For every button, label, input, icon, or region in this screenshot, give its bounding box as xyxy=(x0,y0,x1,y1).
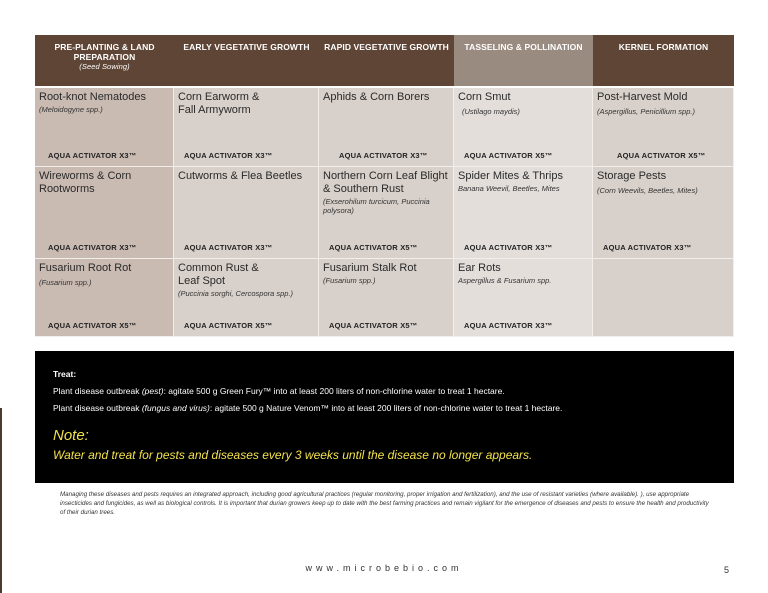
product-label: AQUA ACTIVATOR X3™ xyxy=(48,243,137,252)
product-label: AQUA ACTIVATOR X5™ xyxy=(617,151,706,160)
header-label: TASSELING & POLLINATION xyxy=(464,42,583,52)
scientific-name: (Exserohilum turcicum, Puccinia polysora) xyxy=(323,197,430,215)
table-cell xyxy=(454,259,593,337)
page-number: 5 xyxy=(724,565,730,575)
header-pre-planting xyxy=(35,35,174,86)
header-label: EARLY VEGETATIVE GROWTH xyxy=(183,42,310,52)
table-cell xyxy=(35,167,174,259)
header-label: KERNEL FORMATION xyxy=(618,42,709,52)
product-label: AQUA ACTIVATOR X3™ xyxy=(184,243,273,252)
product-label: AQUA ACTIVATOR X5™ xyxy=(329,243,418,252)
scientific-name: (Fusarium spp.) xyxy=(39,278,92,287)
product-label: AQUA ACTIVATOR X3™ xyxy=(464,243,553,252)
table-row xyxy=(35,259,734,337)
header-kernel-formation xyxy=(593,35,734,86)
product-label: AQUA ACTIVATOR X5™ xyxy=(184,321,273,330)
pest-name: Storage Pests xyxy=(597,170,667,182)
pest-name: Fusarium Root Rot xyxy=(39,262,132,274)
pest-name: Wireworms & Corn Rootworms xyxy=(39,170,132,195)
pest-name: Ear Rots xyxy=(458,262,501,274)
table-cell xyxy=(35,88,174,167)
treat-line-pest: Plant disease outbreak (pest): agitate 500 g Green Fury™ into at least 200 liters of non-chlorine water to treat 1 hectare. xyxy=(53,386,505,396)
header-label: PRE-PLANTING & LAND PREPARATION xyxy=(54,42,155,62)
note-text: Water and treat for pests and diseases every 3 weeks until the disease no longer appears. xyxy=(53,448,533,462)
header-row xyxy=(35,35,734,86)
table-cell xyxy=(593,88,734,167)
table-cell xyxy=(174,259,319,337)
header-tasseling xyxy=(454,35,593,86)
treatment-box xyxy=(35,351,734,483)
note-title: Note: xyxy=(53,427,89,444)
pest-name: Northern Corn Leaf Blight & Southern Rust xyxy=(323,170,448,195)
pest-name: Spider Mites & Thrips xyxy=(458,170,563,182)
table-cell-empty xyxy=(593,259,734,337)
pest-name: Corn Earworm & Fall Armyworm xyxy=(178,91,260,116)
pest-name: Root-knot Nematodes xyxy=(39,91,146,103)
table-cell xyxy=(454,88,593,167)
header-early-vegetative xyxy=(174,35,319,86)
table-cell xyxy=(35,259,174,337)
footer-website[interactable]: www.microbebio.com xyxy=(305,563,463,573)
scientific-name: Aspergillus & Fusarium spp. xyxy=(458,276,552,285)
product-label: AQUA ACTIVATOR X5™ xyxy=(329,321,418,330)
scientific-name: (Aspergillus, Penicillium spp.) xyxy=(597,107,695,116)
scientific-name: Banana Weevil, Beetles, Mites xyxy=(458,184,560,193)
pest-schedule-table xyxy=(35,35,734,337)
table-cell xyxy=(593,167,734,259)
table-cell xyxy=(454,167,593,259)
table-cell xyxy=(174,88,319,167)
table-cell xyxy=(174,167,319,259)
pest-name: Fusarium Stalk Rot xyxy=(323,262,417,274)
pest-name: Common Rust & Leaf Spot xyxy=(178,262,259,287)
scientific-name: (Fusarium spp.) xyxy=(323,276,376,285)
scientific-name: (Puccinia sorghi, Cercospora spp.) xyxy=(178,289,294,298)
scientific-name: (Meloidogyne spp.) xyxy=(39,105,103,114)
product-label: AQUA ACTIVATOR X3™ xyxy=(184,151,273,160)
treat-title: Treat: xyxy=(53,369,77,379)
scientific-name: (Ustilago maydis) xyxy=(462,107,520,116)
table-cell xyxy=(319,167,454,259)
table-row xyxy=(35,167,734,259)
scientific-name: (Corn Weevils, Beetles, Mites) xyxy=(597,186,698,195)
pest-name: Aphids & Corn Borers xyxy=(323,91,430,103)
product-label: AQUA ACTIVATOR X3™ xyxy=(339,151,428,160)
table-row xyxy=(35,88,734,167)
product-label: AQUA ACTIVATOR X3™ xyxy=(603,243,692,252)
header-sub: (Seed Sowing) xyxy=(79,62,130,71)
table-cell xyxy=(319,259,454,337)
pest-name: Corn Smut xyxy=(458,91,511,103)
disclaimer-text: Managing these diseases and pests requires an integrated approach, including good agricultural practices (regular monitoring, proper irrigation and fertilization), and the use of resistant varieties (where available). ), use appropriate insecticides and fungicides, as well as biological controls. It is important that durian growers keep up to date with the best farming practices and remain vigilant for the emergence of diseases and pests to ensure the health and productivity of their durian trees. xyxy=(60,491,709,516)
header-rapid-vegetative xyxy=(319,35,454,86)
pest-name: Cutworms & Flea Beetles xyxy=(178,170,303,182)
product-label: AQUA ACTIVATOR X5™ xyxy=(464,151,553,160)
header-label: RAPID VEGETATIVE GROWTH xyxy=(324,42,449,52)
product-label: AQUA ACTIVATOR X5™ xyxy=(48,321,137,330)
product-label: AQUA ACTIVATOR X3™ xyxy=(464,321,553,330)
treat-line-fungus: Plant disease outbreak (fungus and virus): agitate 500 g Nature Venom™ into at least 200 liters of non-chlorine water to treat 1 hectare. xyxy=(53,403,563,413)
table-cell xyxy=(319,88,454,167)
product-label: AQUA ACTIVATOR X3™ xyxy=(48,151,137,160)
pest-name: Post-Harvest Mold xyxy=(597,91,688,103)
